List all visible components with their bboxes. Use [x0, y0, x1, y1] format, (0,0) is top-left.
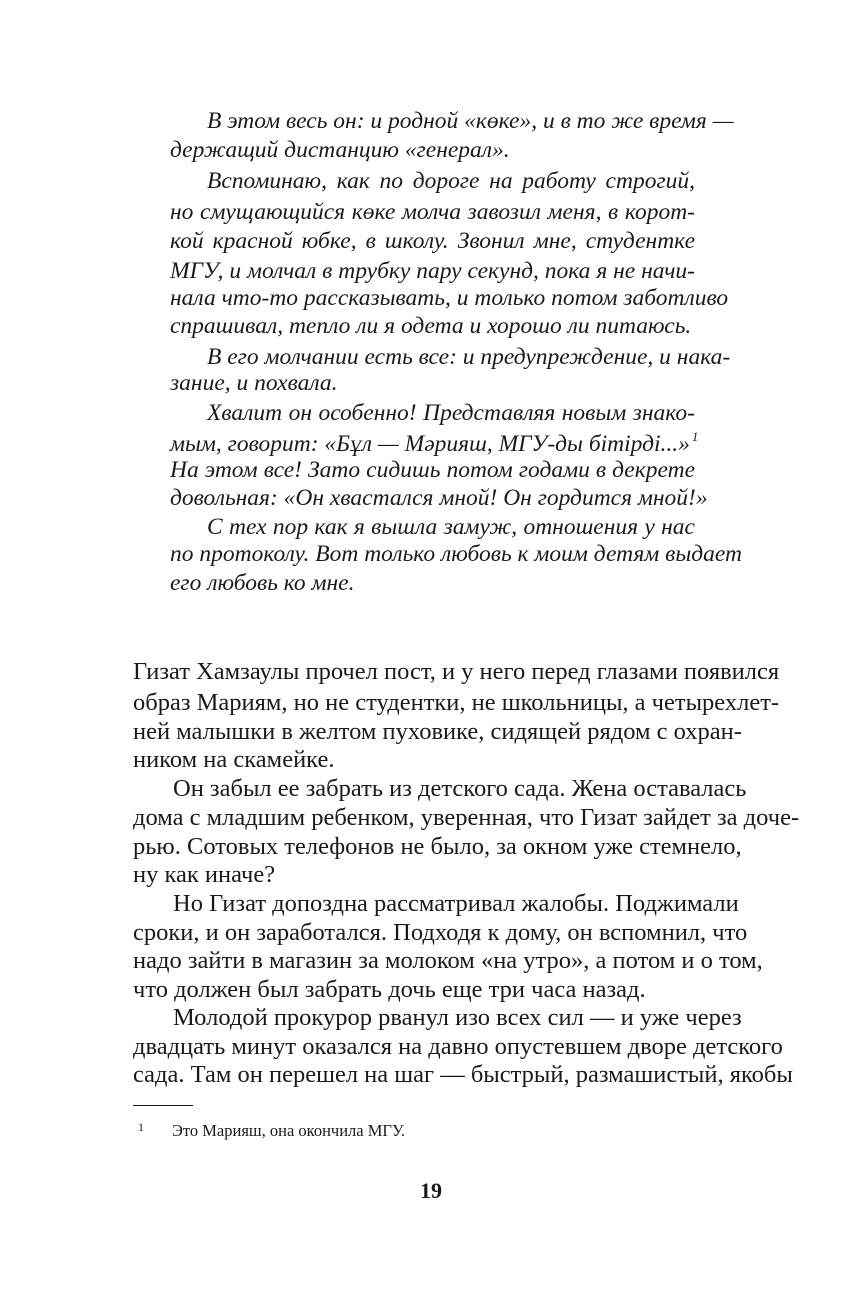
quote-line: В его молчании есть все: и предупреждение, и нака- [207, 344, 731, 370]
body-line: Но Гизат допоздна рассматривал жалобы. Поджимали [173, 890, 739, 917]
body-line: ней малышки в желтом пуховике, сидящей рядом с охран- [133, 718, 742, 745]
quote-line: держащий дистанцию «генерал». [170, 137, 510, 163]
body-line: образ Мариям, но не студентки, не школьницы, а четырехлет- [133, 689, 780, 716]
footnote-divider [133, 1105, 193, 1106]
footnote-reference: 1 [691, 429, 699, 444]
body-line: сроки, и он заработался. Подходя к дому, он вспомнил, что [133, 919, 748, 946]
quote-line: зание, и похвала. [170, 370, 338, 396]
body-line: сада. Там он перешел на шаг — быстрый, размашистый, якобы [133, 1061, 793, 1088]
body-line: ником на скамейке. [133, 746, 335, 773]
quote-line: МГУ, и молчал в трубку пару секунд, пока я не начи- [170, 258, 695, 284]
quote-line-text: мым, говорит: «Бұл — Мәрияш, МГУ-ды бітірді...» [170, 431, 690, 457]
quote-line: довольная: «Он хвастался мной! Он гордится мной!» [170, 485, 708, 511]
quote-line: нала что-то рассказывать, и только потом заботливо [170, 285, 729, 311]
page-number: 19 [420, 1178, 442, 1203]
body-line: дома с младшим ребенком, уверенная, что Гизат зайдет за доче- [133, 804, 800, 831]
body-line: надо зайти в магазин за молоком «на утро», а потом и о том, [133, 947, 763, 974]
body-line: Он забыл ее забрать из детского сада. Жена оставалась [173, 775, 747, 802]
footnote-text: Это Марияш, она окончила МГУ. [172, 1121, 406, 1140]
body-line: рью. Сотовых телефонов не было, за окном уже стемнело, [133, 833, 742, 860]
quote-line: Вспоминаю, как по дороге на работу строгий, [207, 168, 695, 194]
body-line: Молодой прокурор рванул изо всех сил — и уже через [173, 1004, 742, 1031]
quote-line: Хвалит он особенно! Представляя новым знако- [207, 400, 695, 426]
body-line: Гизат Хамзаулы прочел пост, и у него перед глазами появился [133, 658, 780, 685]
quote-line: но смущающийся көке молча завозил меня, в корот- [170, 199, 695, 225]
quote-line: В этом весь он: и родной «көке», и в то же время — [207, 108, 734, 134]
quote-line: кой красной юбке, в школу. Звонил мне, студентке [170, 228, 695, 254]
body-line: ну как иначе? [133, 861, 276, 888]
quote-line: спрашивал, тепло ли я одета и хорошо ли питаюсь. [170, 313, 692, 339]
quote-line: его любовь ко мне. [170, 570, 355, 596]
quote-line: На этом все! Зато сидишь потом годами в декрете [170, 457, 695, 483]
quote-line: по протоколу. Вот только любовь к моим детям выдает [170, 541, 742, 567]
footnote-mark: 1 [138, 1120, 144, 1134]
quote-line: С тех пор как я вышла замуж, отношения у нас [207, 514, 695, 540]
quote-line-with-footnote [170, 429, 698, 458]
body-line: двадцать минут оказался на давно опустевшем дворе детского [133, 1033, 783, 1060]
body-line: что должен был забрать дочь еще три часа назад. [133, 976, 646, 1003]
